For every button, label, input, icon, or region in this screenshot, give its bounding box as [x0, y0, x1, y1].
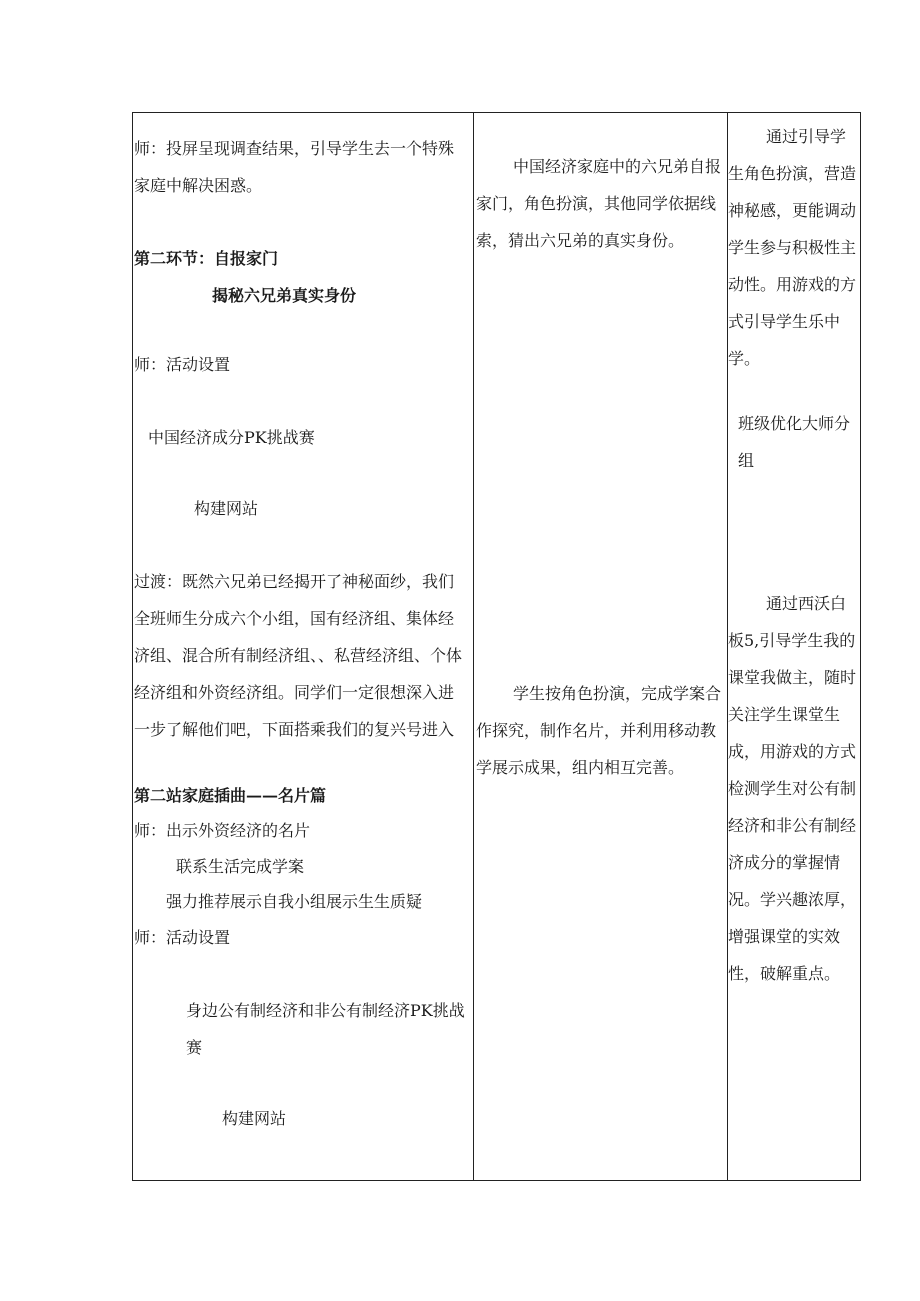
column-divider-1 [473, 113, 474, 1180]
class-grouping-text: 班级优化大师分组 [738, 414, 851, 470]
transition-paragraph: 过渡：既然六兄弟已经揭开了神秘面纱，我们全班师生分成六个小组，国有经济组、集体经济组、混合所有制经济组、、私营经济组、个体经济组和外资经济组。同学们一定很想深入进一步了解他们吧，下面搭乘我们的复兴号进入 [134, 572, 463, 739]
student-cooperation-paragraph: 学生按角色扮演，完成学案合作探究，制作名片，并利用移动教学展示成果，组内相互完善。 [476, 684, 722, 777]
ownership-challenge-title: 身边公有制经济和非公有制经济PK挑战赛 [186, 1001, 465, 1057]
show-card-instruction: 师：出示外资经济的名片 [134, 821, 311, 840]
build-website-text-2: 构建网站 [222, 1109, 287, 1128]
design-intent-paragraph-2: 通过西沃白板5,引导学生我的课堂我做主，随时关注学生课堂生成，用游戏的方式检测学生对公有制经济和非公有制经济成分的掌握情况。学兴趣浓厚，增强课堂的实效性，破解重点。 [728, 594, 857, 983]
section-subheading: 揭秘六兄弟真实身份 [212, 286, 357, 305]
activity-setup-label: 师：活动设置 [134, 355, 231, 374]
design-intent-paragraph-1: 通过引导学生角色扮演，营造神秘感，更能调动学生参与积极性主动性。用游戏的方式引导学生乐中学。 [728, 127, 857, 368]
challenge-title: 中国经济成分PK挑战赛 [148, 428, 315, 447]
build-website-text: 构建网站 [194, 499, 259, 518]
section-heading-3: 第二站家庭插曲——名片篇 [134, 786, 327, 805]
teacher-intro-paragraph: 师：投屏呈现调查结果，引导学生去一个特殊家庭中解决困惑。 [134, 139, 455, 195]
section-heading-2: 第二环节：自报家门 [134, 249, 279, 268]
student-roleplay-paragraph: 中国经济家庭中的六兄弟自报家门，角色扮演，其他同学依据线索，猜出六兄弟的真实身份。 [476, 157, 722, 250]
activity-setup-label-2: 师：活动设置 [134, 928, 231, 947]
group-presentation-text: 强力推荐展示自我小组展示生生质疑 [166, 892, 423, 911]
complete-worksheet-text: 联系生活完成学案 [176, 857, 305, 876]
